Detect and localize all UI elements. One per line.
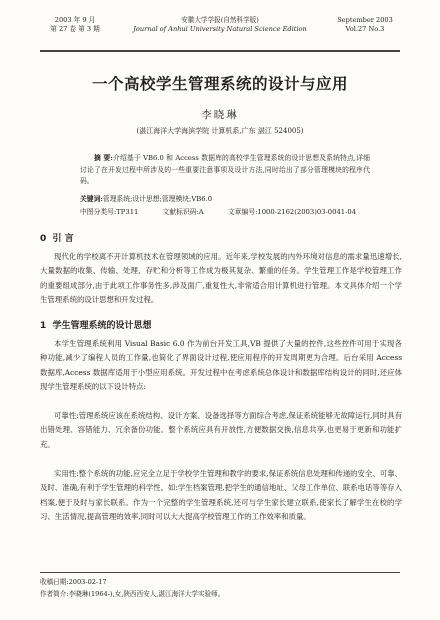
- header-journal-cn: 安徽大学学报(自然科学版): [181, 16, 259, 24]
- header-journal-en: Journal of Anhui University Natural Science Edition: [133, 25, 307, 33]
- paper-title: 一个高校学生管理系统的设计与应用: [91, 74, 348, 93]
- section-heading-0: [40, 231, 74, 244]
- section-number: 0: [40, 234, 47, 244]
- abstract: [80, 153, 370, 188]
- paper-affiliation: (湛江海洋大学海滨学院 计算机系,广东 湛江 524005): [136, 127, 304, 135]
- classification-line: [80, 207, 380, 219]
- header-date-en: September 2003: [337, 16, 393, 24]
- running-header: [40, 16, 400, 51]
- header-volume-en: Vol.27 No.3: [345, 25, 385, 33]
- section1-paragraph-3: 实用性:整个系统的功能,应完全立足于学校学生管理和教学的要求,保证系统信息处理和传递的安全、可靠、及时、准确,有利于学生管理的科学性。如:学生档案管理,把学生的通信地址、父母工作单位、联系电话等等存入档案,便于及时与家长联系。作为一个完整的学生管理系统,还可与学生家长建立联系,使家长了解学生在校的学习、生活情况,提高管理的效率,同时可以大大提高学校管理工作的工作效率和质量。: [40, 469, 402, 522]
- header-date: 2003 年 9 月: [54, 16, 96, 24]
- section-title: 学生管理系统的设计思想: [52, 321, 152, 331]
- keywords-label: 关键词:: [80, 195, 103, 203]
- received-date: 收稿日期:2003-02-17: [40, 578, 107, 586]
- header-rule: [40, 51, 400, 52]
- abstract-text: 介绍基于 VB6.0 和 Access 数据库的高校学生管理系统的设计思想及系统特点,详细讨论了在开发过程中所涉及的一些重要注意事项及设计方法,同时给出了部分管理模块的程序代码。: [80, 154, 370, 185]
- section-number: 1: [40, 321, 47, 331]
- abstract-label: 摘 要:: [94, 154, 113, 162]
- section1-paragraph-1: 本学生管理系统利用 Visual Basic 6.0 作为前台开发工具,VB 提供了大量的控件,这些控件可用于实现各种功能,减少了编程人员的工作量,也简化了界面设计过程,使应用程序的开发周期更为合理。后台采用 Access 数据库,Access 数据库适用于小型应用系统。开发过程中在考虑系统总体设计和数据库结构设计的同时,还应体现学生管理系统的以下设计特点:: [40, 339, 402, 392]
- clc-number: 中图分类号:TP311: [80, 208, 139, 216]
- paper-author: 李晓琳: [201, 109, 239, 121]
- keywords-text: 管理系统;设计思想;管理模块;VB6.0: [102, 195, 213, 203]
- document-code: 文献标识码:A: [162, 208, 204, 216]
- section-heading-1: [40, 318, 152, 331]
- article-id: 文章编号:1000-2162(2003)03-0041-04: [227, 208, 357, 216]
- header-volume: 第 27 卷 第 3 期: [50, 25, 100, 33]
- section1-paragraph-2: 可靠性:管理系统应该在系统结构、设计方案、设备选择等方面综合考虑,保证系统能够无故障运行,同时具有出错处理、容错能力、冗余备份功能。整个系统应具有开放性,方便数据交换,信息共享,也更易于更新和功能扩充。: [40, 411, 402, 449]
- author-bio: 作者简介:李晓琳(1964-),女,陕西西安人,湛江海洋大学实验师。: [40, 590, 225, 598]
- intro-paragraph: 现代化的学校离不开计算机技术在管理领域的应用。近年来,学校发展的内外环境对信息的需求量迅速增长,大量数据的收集、传输、处理、存贮和分析等工作成为极其复杂、繁重的任务。学生管理工作是学校管理工作的重要组成部分,由于此项工作事务性多,涉及面广,重复性大,非常适合用计算机进行管理。本文具体介绍一个学生管理系统的设计思想和开发过程。: [40, 252, 402, 305]
- header-date-en-block: [330, 16, 400, 34]
- section-title: 引 言: [52, 234, 74, 244]
- keywords: [80, 194, 370, 206]
- footnote: [40, 572, 400, 600]
